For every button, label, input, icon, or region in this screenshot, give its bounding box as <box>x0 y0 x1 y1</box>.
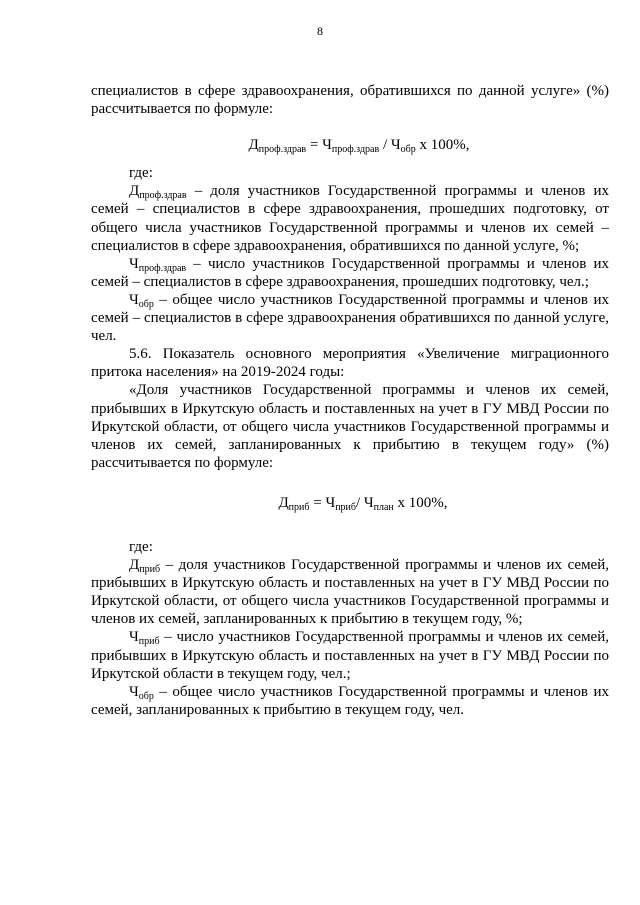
page-number: 8 <box>317 24 323 38</box>
formula-professional: $Д_{проф.здрав} = Ч_{проф.здрав} / Ч_{обр}$ x 100%, <box>248 137 470 156</box>
definition-paragraph: $Д_{проф.здрав}$ – доля участников Государственной программы и членов их семей – специалистов в сфере здравоохранения, прошедших подготовку, от общего числа участников Государственной программы и членов их семей – специалистов в сфере здравоохранения, обратившихся по данной услуге, %; <box>91 183 609 254</box>
section-heading: 5.6. Показатель основного мероприятия «Увеличение миграционного притока населения» на 2019-2024 годы: <box>91 346 609 381</box>
intro-line: рассчитывается по формуле: <box>91 101 274 118</box>
definition-paragraph: $Ч_{проф.здрав}$ – число участников Государственной программы и членов их семей – специалистов в сфере здравоохранения, прошедших подготовку, чел.; <box>91 255 609 290</box>
definition-paragraph: $Ч_{приб}$ – число участников Государственной программы и членов их семей, прибывших в Иркутскую область и поставленных на учет в ГУ МВД России по Иркутской области в текущем году, чел.; <box>91 629 609 682</box>
definition-paragraph: $Д_{приб}$ – доля участников Государственной программы и членов их семей, прибывших в Иркутскую область и поставленных на учет в ГУ МВД России по Иркутской области, от общего числа участников Государственной программы и членов их семей, запланированных к прибытию в текущем году, %; <box>91 557 609 628</box>
document-body <box>91 82 609 719</box>
where-label: где: <box>129 165 153 182</box>
indicator-quote: «Доля участников Государственной программы и членов их семей, прибывших в Иркутскую область и поставленных на учет в ГУ МВД России по Иркутской области, от общего числа участников Государственной программы и членов их семей, запланированных к прибытию в текущем году» (%) рассчитывается по формуле: <box>91 382 609 471</box>
intro-line: специалистов в сфере здравоохранения, обратившихся по данной услуге» (%) <box>91 83 609 99</box>
definition-paragraph: $Ч_{обр}$ – общее число участников Государственной программы и членов их семей, запланированных к прибытию в текущем году, чел. <box>91 683 609 718</box>
formula-arrival: $Д_{приб} = Ч_{приб}/$ $Ч_{план}$ x 100%, <box>278 494 448 513</box>
definition-paragraph: $Ч_{обр}$ – общее число участников Государственной программы и членов их семей – специалистов в сфере здравоохранения обратившихся по данной услуге, чел. <box>91 291 609 345</box>
where-label: где: <box>129 538 153 555</box>
